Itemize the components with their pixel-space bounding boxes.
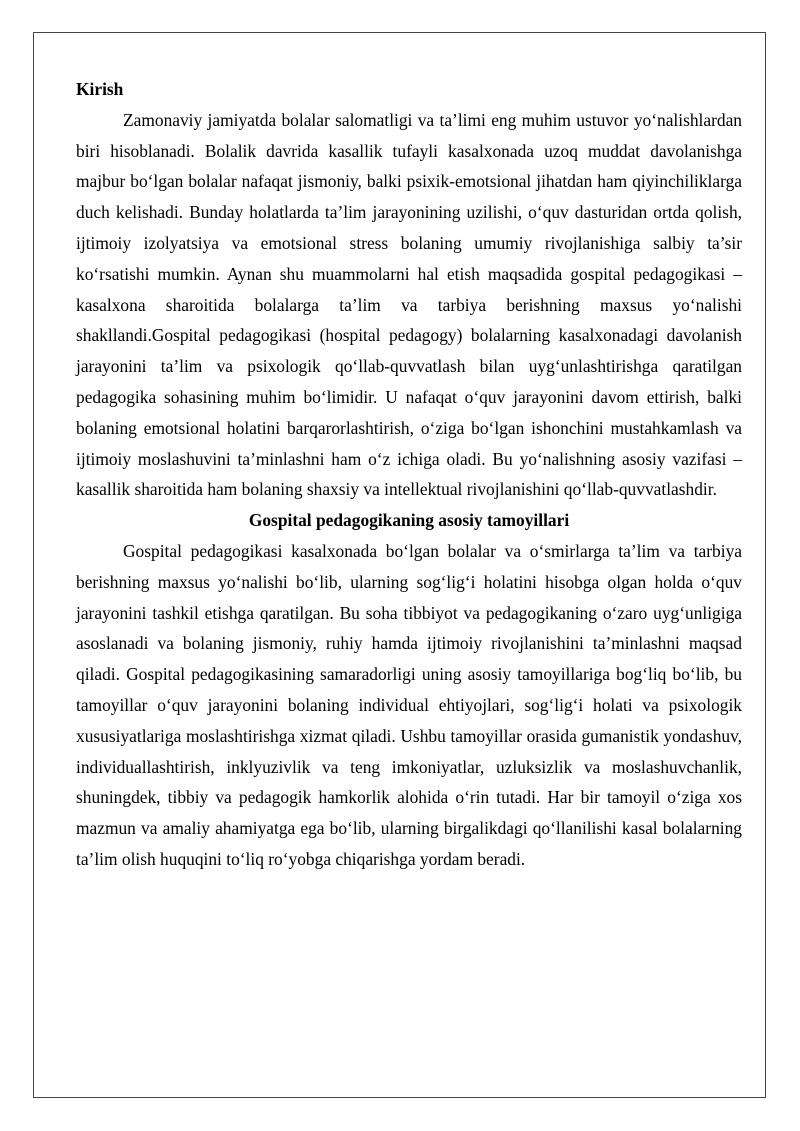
- intro-heading: Kirish: [76, 79, 124, 99]
- section-paragraph: Gospital pedagogikasi kasalxonada bo‘lgan bolalar va o‘smirlarga ta’lim va tarbiya berishning maxsus yo‘nalishi bo‘lib, ularning sog‘lig‘i holatini hisobga olgan holda o‘quv jarayonini tashkil etishga qaratilgan. Bu soha tibbiyot va pedagogikaning o‘zaro uyg‘unligiga asoslanadi va bolaning jismoniy, ruhiy hamda ijtimoiy rivojlanishini ta’minlashni maqsad qiladi. Gospital pedagogikasining samaradorligi uning asosiy tamoyillariga bog‘liq bo‘lib, bu tamoyillar o‘quv jarayonini bolaning individual ehtiyojlari, sog‘lig‘i holati va psixologik xususiyatlariga moslashtirishga xizmat qiladi. Ushbu tamoyillar orasida gumanistik yondashuv, individuallashtirish, inklyuzivlik va teng imkoniyatlar, uzluksizlik va moslashuvchanlik, shuningdek, tibbiy va pedagogik hamkorlik alohida o‘rin tutadi. Har bir tamoyil o‘ziga xos mazmun va amaliy ahamiyatga ega bo‘lib, ularning birgalikdagi qo‘llanilishi kasal bolalarning ta’lim olish huquqini to‘liq ro‘yobga chiqarishga yordam beradi.: [76, 540, 742, 869]
- document-body: [76, 74, 742, 875]
- intro-paragraph: Zamonaviy jamiyatda bolalar salomatligi va ta’limi eng muhim ustuvor yo‘nalishlardan biri hisoblanadi. Bolalik davrida kasallik tufayli kasalxonada uzoq muddat davolanishga majbur bo‘lgan bolalar nafaqat jismoniy, balki psixik-emotsional jihatdan ham qiyinchiliklarga duch kelishadi. Bunday holatlarda ta’lim jarayonining uzilishi, o‘quv dasturidan ortda qolish, ijtimoiy izolyatsiya va emotsional stress bolaning umumiy rivojlanishiga salbiy ta’sir ko‘rsatishi mumkin. Aynan shu muammolarni hal etish maqsadida gospital pedagogikasi – kasalxona sharoitida bolalarga ta’lim va tarbiya berishning maxsus yo‘nalishi shakllandi.Gospital pedagogikasi (hospital pedagogy) bolalarning kasalxonadagi davolanish jarayonini ta’lim va psixologik qo‘llab-quvvatlash bilan uyg‘unlashtirishga qaratilgan pedagogika sohasining muhim bo‘limidir. U nafaqat o‘quv jarayonini davom ettirish, balki bolaning emotsional holatini barqarorlashtirish, o‘ziga bo‘lgan ishonchini mustahkamlash va ijtimoiy moslashuvini ta’minlashni ham o‘z ichiga oladi. Bu yo‘nalishning asosiy vazifasi – kasallik sharoitida ham bolaning shaxsiy va intellektual rivojlanishini qo‘llab-quvvatlashdir.: [76, 109, 742, 500]
- section-heading: Gospital pedagogikaning asosiy tamoyillari: [248, 510, 570, 531]
